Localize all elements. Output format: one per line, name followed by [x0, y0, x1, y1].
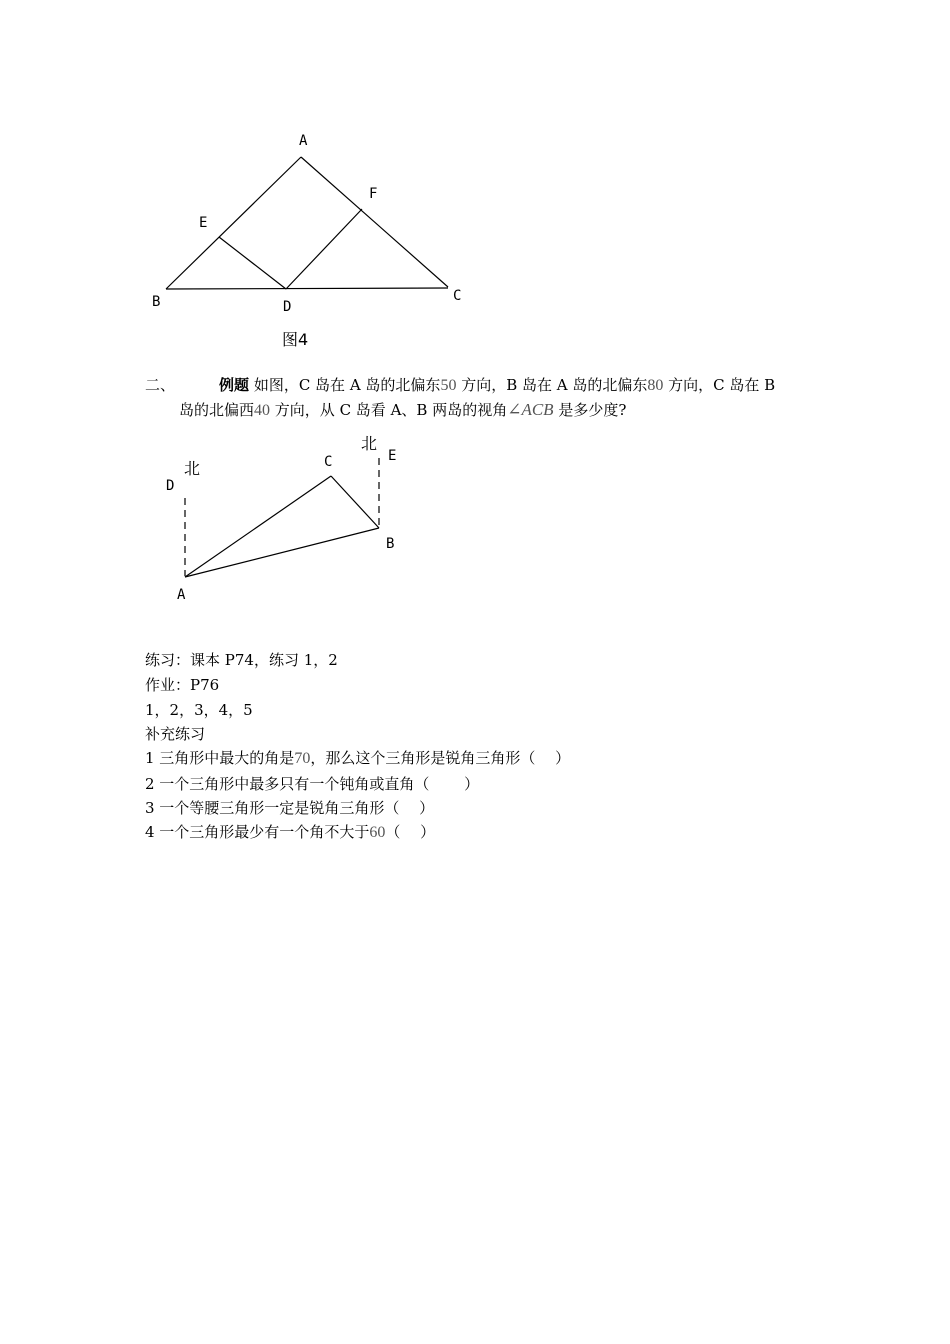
question-1: [145, 748, 570, 769]
question-4-text-b: （ ）: [385, 823, 436, 841]
segment-ac: [301, 157, 448, 287]
point-label-e: E: [388, 448, 397, 464]
angle-value-2: 80: [647, 377, 664, 394]
segment-ed: [219, 237, 286, 289]
practice-line: 练习：课本 P74，练习 1，2: [145, 651, 338, 669]
example-text-1: 如图，C 岛在 A 岛的北偏东: [253, 376, 441, 394]
example-title: 例题: [219, 376, 250, 394]
homework-items: 1，2，3，4，5: [145, 701, 253, 719]
question-4-text-a: 4 一个三角形最少有一个角不大于: [145, 823, 370, 841]
angle-value-3: 40: [254, 402, 271, 419]
homework-line: 作业：P76: [145, 676, 220, 694]
figure-4-triangle: [0, 0, 950, 360]
supplement-title: 补充练习: [145, 725, 206, 743]
point-label-c: C: [324, 454, 333, 470]
example-line-1: [145, 375, 775, 396]
angle-value-1: 50: [440, 377, 457, 394]
segment-ab: [185, 528, 379, 577]
segment-ab: [166, 157, 301, 289]
example-text-6: 是多少度?: [558, 401, 627, 419]
question-1-angle: 70: [294, 750, 311, 767]
point-label-b: B: [152, 294, 161, 310]
north-label-left: 北: [184, 459, 201, 478]
example-text-3: 方向，C 岛在 B: [668, 376, 776, 394]
question-3: 3 一个等腰三角形一定是锐角三角形（ ）: [145, 799, 435, 817]
point-label-f: F: [369, 186, 378, 202]
segment-cb: [331, 476, 379, 528]
segment-bc: [166, 288, 448, 289]
segment-df: [286, 209, 362, 289]
example-text-4: 岛的北偏西: [179, 401, 255, 419]
point-label-a: A: [177, 587, 186, 603]
point-label-b: B: [386, 536, 395, 552]
point-label-d: D: [283, 299, 292, 315]
point-label-a: A: [299, 133, 308, 149]
question-1-text-b: ，那么这个三角形是锐角三角形（ ）: [310, 749, 571, 767]
point-label-c: C: [453, 288, 462, 304]
example-text-5: 方向，从 C 岛看 A、B 两岛的视角: [274, 401, 508, 419]
question-2: 2 一个三角形中最多只有一个钝角或直角（ ）: [145, 775, 480, 793]
angle-acb: ∠ACB: [507, 400, 554, 419]
north-label-right: 北: [361, 434, 378, 453]
point-label-d: D: [166, 478, 175, 494]
section-number: 二、: [145, 376, 176, 394]
question-4: [145, 822, 435, 843]
point-label-e: E: [199, 215, 208, 231]
figure-islands: [0, 420, 950, 620]
example-line-2: [179, 400, 626, 421]
example-text-2: 方向，B 岛在 A 岛的北偏东: [461, 376, 648, 394]
question-1-text-a: 1 三角形中最大的角是: [145, 749, 295, 767]
figure-caption: 图4: [282, 330, 309, 349]
segment-ac: [185, 476, 331, 577]
question-4-angle: 60: [369, 824, 386, 841]
